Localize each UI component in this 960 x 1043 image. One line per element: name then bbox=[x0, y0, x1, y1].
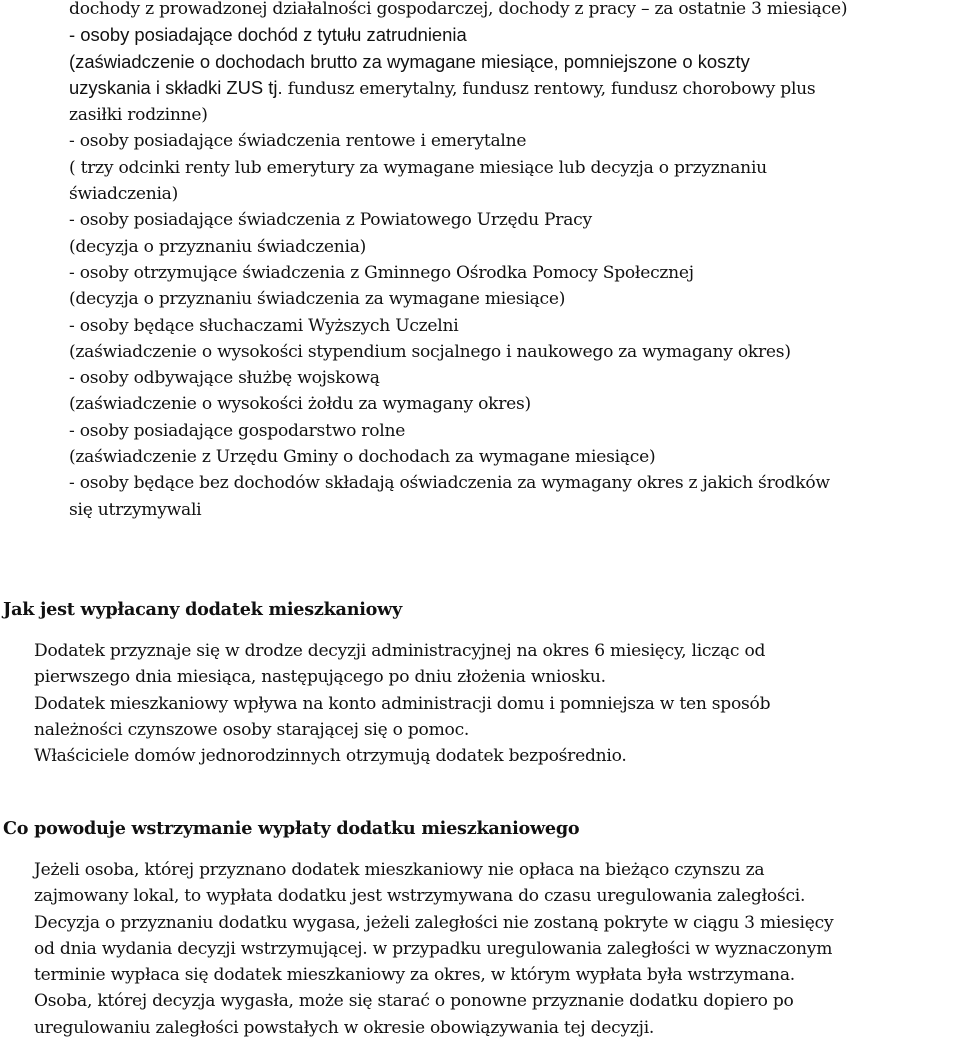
list-line: - osoby otrzymujące świadczenia z Gminnego Ośrodka Pomocy Społecznej bbox=[69, 262, 694, 283]
paragraph-line: Decyzja o przyznaniu dodatku wygasa, jeżeli zaległości nie zostaną pokryte w ciągu 3 miesięcy bbox=[34, 912, 834, 933]
list-line: dochody z prowadzonej działalności gospodarczej, dochody z pracy – za ostatnie 3 miesiące) bbox=[69, 0, 848, 19]
paragraph-line: Jeżeli osoba, której przyznano dodatek mieszkaniowy nie opłaca na bieżąco czynszu za bbox=[34, 860, 765, 880]
list-line: - osoby posiadające świadczenia rentowe i emerytalne bbox=[69, 131, 527, 152]
payment-paragraph bbox=[34, 638, 954, 769]
list-line: (decyzja o przyznaniu świadczenia) bbox=[69, 236, 367, 257]
list-line: się utrzymywali bbox=[69, 499, 202, 520]
income-documents-list bbox=[69, 0, 957, 523]
paragraph-line: od dnia wydania decyzji wstrzymującej. w przypadku uregulowania zaległości w wyznaczonym bbox=[34, 938, 833, 959]
list-line: - osoby posiadające dochód z tytułu zatrudnienia bbox=[69, 24, 467, 46]
paragraph-line: zajmowany lokal, to wypłata dodatku jest wstrzymywana do czasu uregulowania zaległości. bbox=[34, 886, 806, 907]
list-line: ( trzy odcinki renty lub emerytury za wymagane miesiące lub decyzja o przyznaniu bbox=[69, 157, 767, 178]
list-line: (zaświadczenie o wysokości stypendium socjalnego i naukowego za wymagany okres) bbox=[69, 341, 791, 362]
list-line: (decyzja o przyznaniu świadczenia za wymagane miesiące) bbox=[69, 289, 566, 310]
list-line-suffix: fundusz emerytalny, fundusz rentowy, fundusz chorobowy plus bbox=[282, 78, 816, 99]
paragraph-line: uregulowaniu zaległości powstałych w okresie obowiązywania tej decyzji. bbox=[34, 1017, 655, 1038]
paragraph-line: Dodatek przyznaje się w drodze decyzji administracyjnej na okres 6 miesięcy, licząc od bbox=[34, 641, 766, 661]
list-line: - osoby posiadające świadczenia z Powiatowego Urzędu Pracy bbox=[69, 210, 592, 231]
list-line: (zaświadczenie o dochodach brutto za wymagane miesiące, pomniejszone o koszty bbox=[69, 50, 750, 72]
paragraph-line: Osoba, której decyzja wygasła, może się starać o ponowne przyznanie dodatku dopiero po bbox=[34, 991, 794, 1012]
paragraph-line: pierwszego dnia miesiąca, następującego po dniu złożenia wniosku. bbox=[34, 667, 606, 688]
section-heading-payment: Jak jest wypłacany dodatek mieszkaniowy bbox=[3, 599, 403, 620]
suspension-paragraph bbox=[34, 857, 954, 1041]
paragraph-line: należności czynszowe osoby starającej się o pomoc. bbox=[34, 719, 470, 740]
paragraph-line: terminie wypłaca się dodatek mieszkaniowy za okres, w którym wypłata była wstrzymana. bbox=[34, 965, 795, 986]
section-heading-suspension: Co powoduje wstrzymanie wypłaty dodatku mieszkaniowego bbox=[3, 818, 580, 839]
list-line: (zaświadczenie o wysokości żołdu za wymagany okres) bbox=[69, 394, 531, 415]
list-line: - osoby będące słuchaczami Wyższych Uczelni bbox=[69, 315, 459, 336]
list-line: - osoby odbywające służbę wojskową bbox=[69, 368, 380, 389]
list-line: - osoby posiadające gospodarstwo rolne bbox=[69, 420, 406, 441]
paragraph-line: Właściciele domów jednorodzinnych otrzymują dodatek bezpośrednio. bbox=[34, 746, 627, 767]
list-line: zasiłki rodzinne) bbox=[69, 105, 208, 126]
paragraph-line: Dodatek mieszkaniowy wpływa na konto administracji domu i pomniejsza w ten sposób bbox=[34, 693, 771, 714]
list-line: - osoby będące bez dochodów składają oświadczenia za wymagany okres z jakich środków bbox=[69, 473, 830, 494]
list-line: świadczenia) bbox=[69, 184, 179, 205]
list-line-mixed bbox=[69, 75, 957, 102]
list-line-prefix: uzyskania i składki ZUS tj. bbox=[69, 76, 283, 98]
list-line: (zaświadczenie z Urzędu Gminy o dochodach za wymagane miesiące) bbox=[69, 447, 656, 468]
